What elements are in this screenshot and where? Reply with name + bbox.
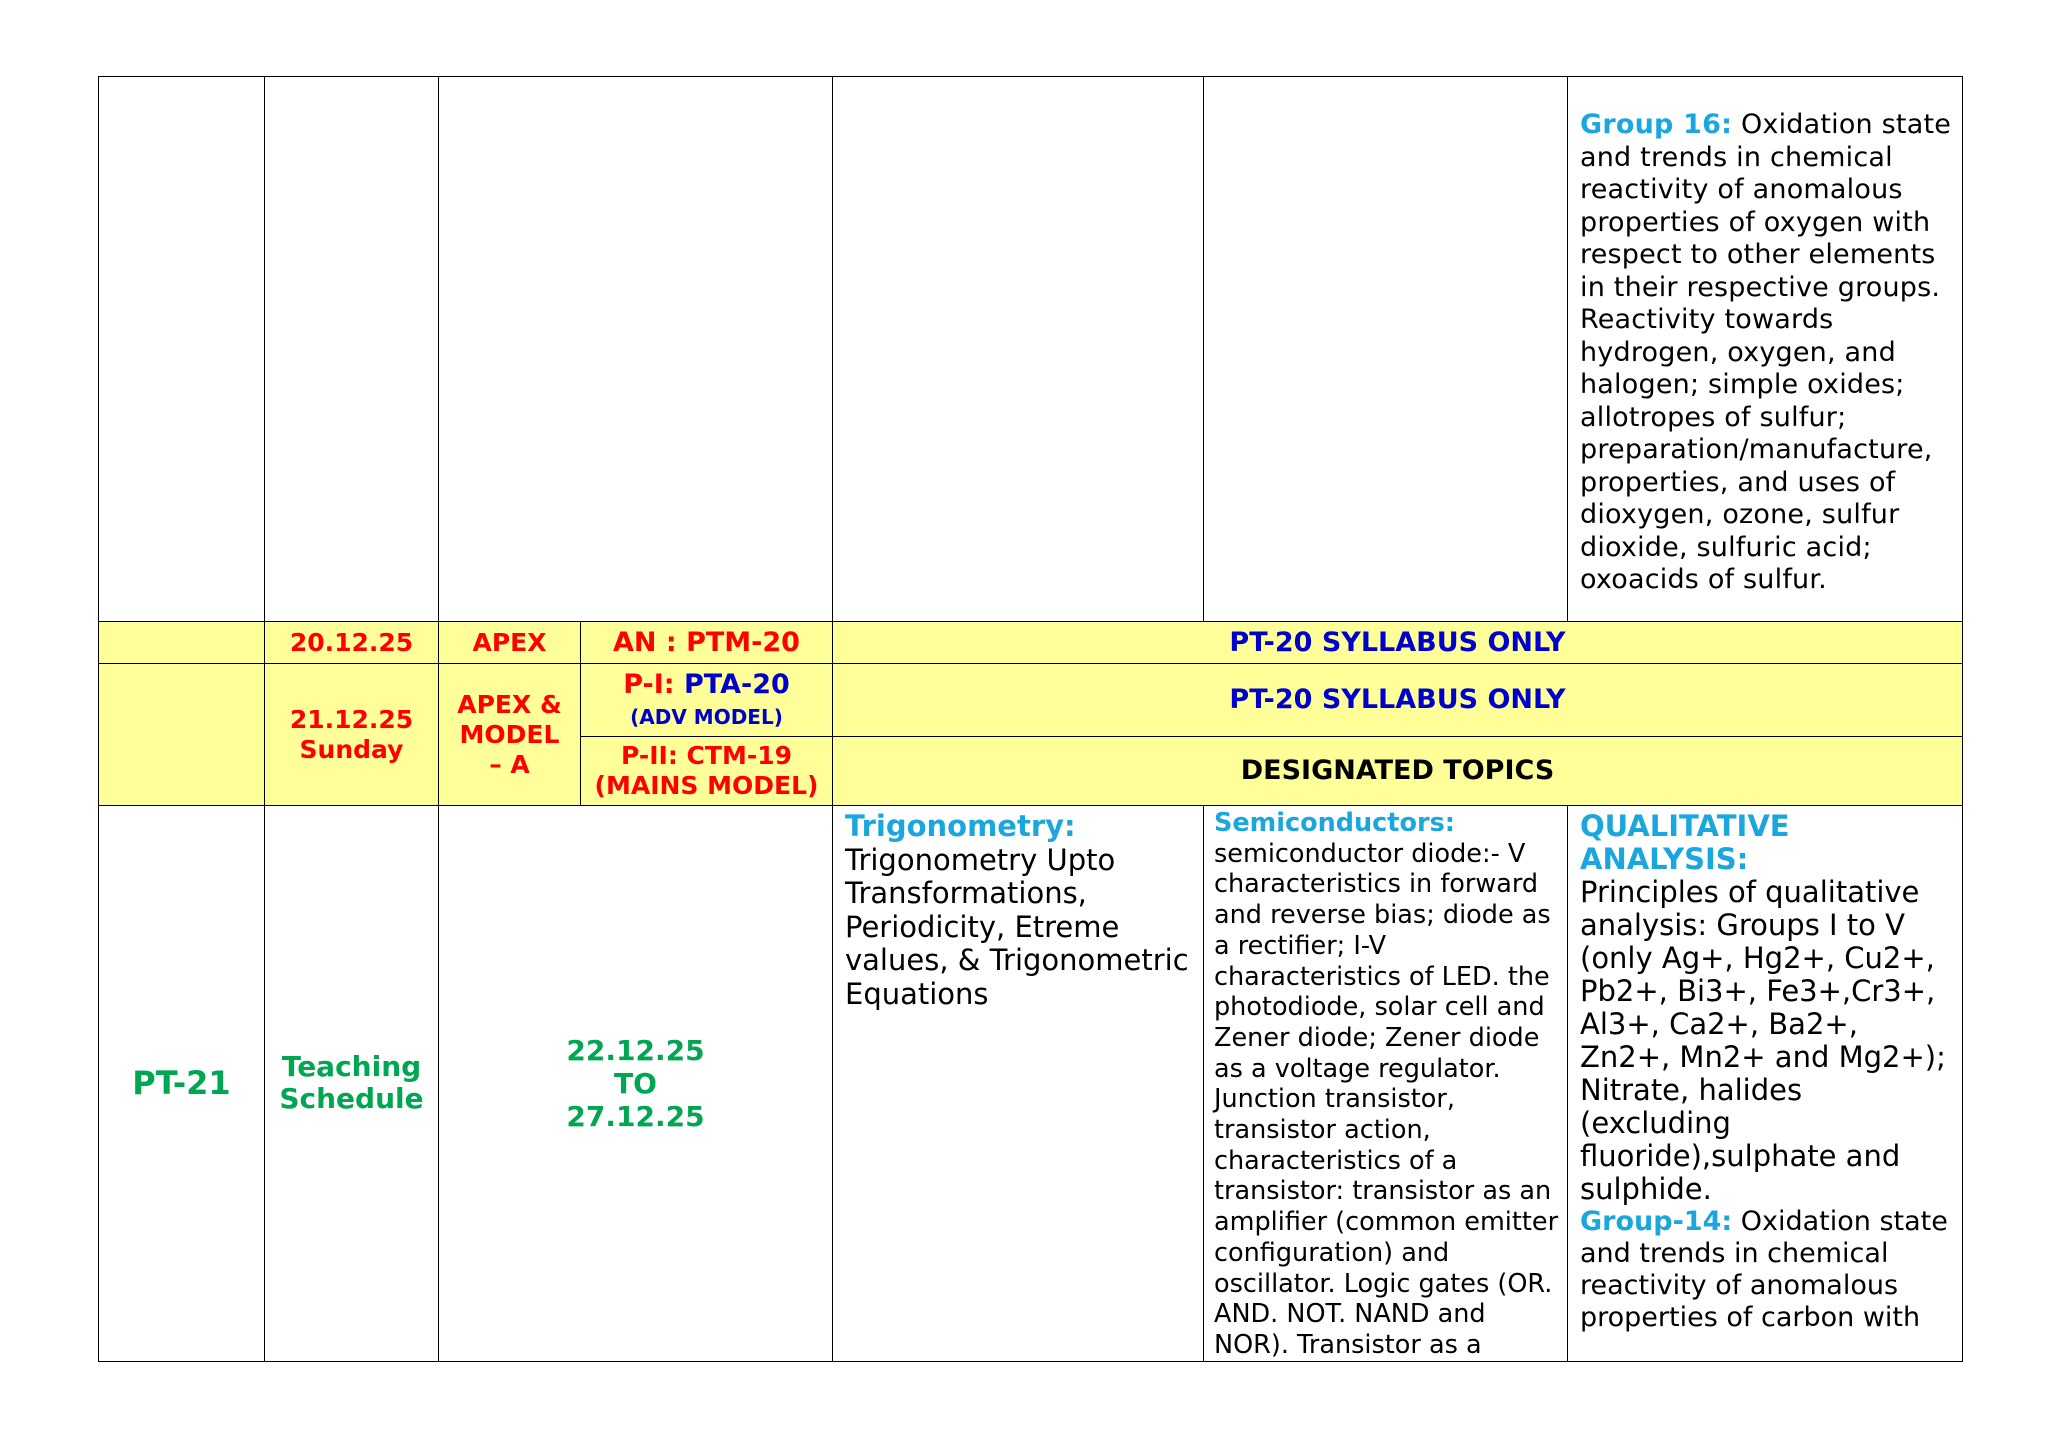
empty-cell (265, 77, 439, 622)
paper1-cell (581, 664, 833, 737)
activity-line: Schedule (279, 1082, 424, 1116)
paper1-model: (ADV MODEL) (630, 705, 783, 729)
date-to-word: TO (614, 1066, 657, 1100)
activity-cell (265, 806, 439, 1362)
exam-type-line: APEX & (457, 689, 562, 719)
date-range-cell (439, 806, 833, 1362)
physics-topic-cell (1204, 806, 1568, 1362)
chemistry-topic-cell (1568, 806, 1963, 1362)
empty-cell (99, 77, 265, 622)
exam-type-cell (439, 664, 581, 806)
paper2-model: (MAINS MODEL) (594, 771, 819, 800)
schedule-table (98, 76, 1963, 1362)
paper2-cell (581, 737, 833, 806)
paper2-code: : CTM-19 (667, 741, 793, 770)
date-from: 22.12.25 (566, 1033, 705, 1067)
chemistry-heading: QUALITATIVE ANALYSIS: (1580, 809, 1790, 876)
activity-line: Teaching (281, 1050, 422, 1084)
paper1-code: PTA-20 (674, 669, 790, 700)
physics-heading: Semiconductors: (1214, 808, 1455, 838)
chemistry-text: Principles of qualitative analysis: Groups I to V (only Ag+, Hg2+, Cu2+, Pb2+, Bi3+, Fe3+,Cr3+, Al3+, Ca2+, Ba2+, Zn2+, Mn2+ and Mg2+); Nitrate, halides (excluding fluoride),sulphate and sulphide. (1580, 875, 1946, 1206)
maths-heading: Trigonometry: (845, 809, 1076, 843)
empty-cell (99, 664, 265, 806)
exam-date-cell (265, 664, 439, 806)
exam-type: APEX (439, 622, 581, 664)
group14-text: Oxidation state and trends in chemical reactivity of anomalous properties of carbon with (1580, 1206, 1948, 1333)
exam-row-apex (99, 622, 1963, 664)
paper1-syllabus: PT-20 SYLLABUS ONLY (833, 664, 1963, 737)
empty-cell (1204, 77, 1568, 622)
physics-text: semiconductor diode:- V characteristics in forward and reverse bias; diode as a rectifier; I-V characteristics of LED. the photodiode, solar cell and Zener diode; Zener diode as a voltage regulator. Junction transistor, transistor action, characteristics of a transistor: transistor as an amplifier (common emitter configuration) and oscillator. Logic gates (OR. AND. NOT. NAND and NOR). Transistor as a (1214, 838, 1559, 1360)
maths-topic-cell (833, 806, 1204, 1362)
exam-date: 20.12.25 (265, 622, 439, 664)
exam-syllabus: PT-20 SYLLABUS ONLY (833, 622, 1963, 664)
paper2-syllabus: DESIGNATED TOPICS (833, 737, 1963, 806)
exam-date: 21.12.25 (289, 704, 414, 734)
pt21-row (99, 806, 1963, 1362)
date-to: 27.12.25 (566, 1099, 705, 1133)
continuation-row (99, 77, 1963, 622)
group16-text: Oxidation state and trends in chemical reactivity of anomalous properties of oxygen with respect to other elements in their respective groups. Reactivity towards hydrogen, oxygen, and halogen; simple oxides; allotropes of sulfur; preparation/manufacture, properties, and uses of dioxygen, ozone, sulfur dioxide, sulfuric acid; oxoacids of sulfur. (1580, 109, 1952, 595)
empty-cell (99, 622, 265, 664)
exam-row-model-paper1 (99, 664, 1963, 737)
chemistry-topic-cell (1568, 77, 1963, 622)
paper2-prefix: P-II (620, 741, 668, 770)
empty-cell (439, 77, 833, 622)
exam-paper: AN : PTM-20 (581, 622, 833, 664)
exam-type-line: MODEL (459, 719, 560, 749)
group14-heading: Group-14: (1580, 1206, 1733, 1237)
paper1-prefix: P-I: (623, 669, 675, 700)
test-name: PT-21 (99, 806, 265, 1362)
exam-day: Sunday (299, 734, 404, 764)
group16-heading: Group 16: (1580, 109, 1733, 140)
empty-cell (833, 77, 1204, 622)
exam-type-line: – A (489, 749, 530, 779)
maths-text: Trigonometry Upto Transformations, Periodicity, Etreme values, & Trigonometric Equations (845, 842, 1189, 1011)
